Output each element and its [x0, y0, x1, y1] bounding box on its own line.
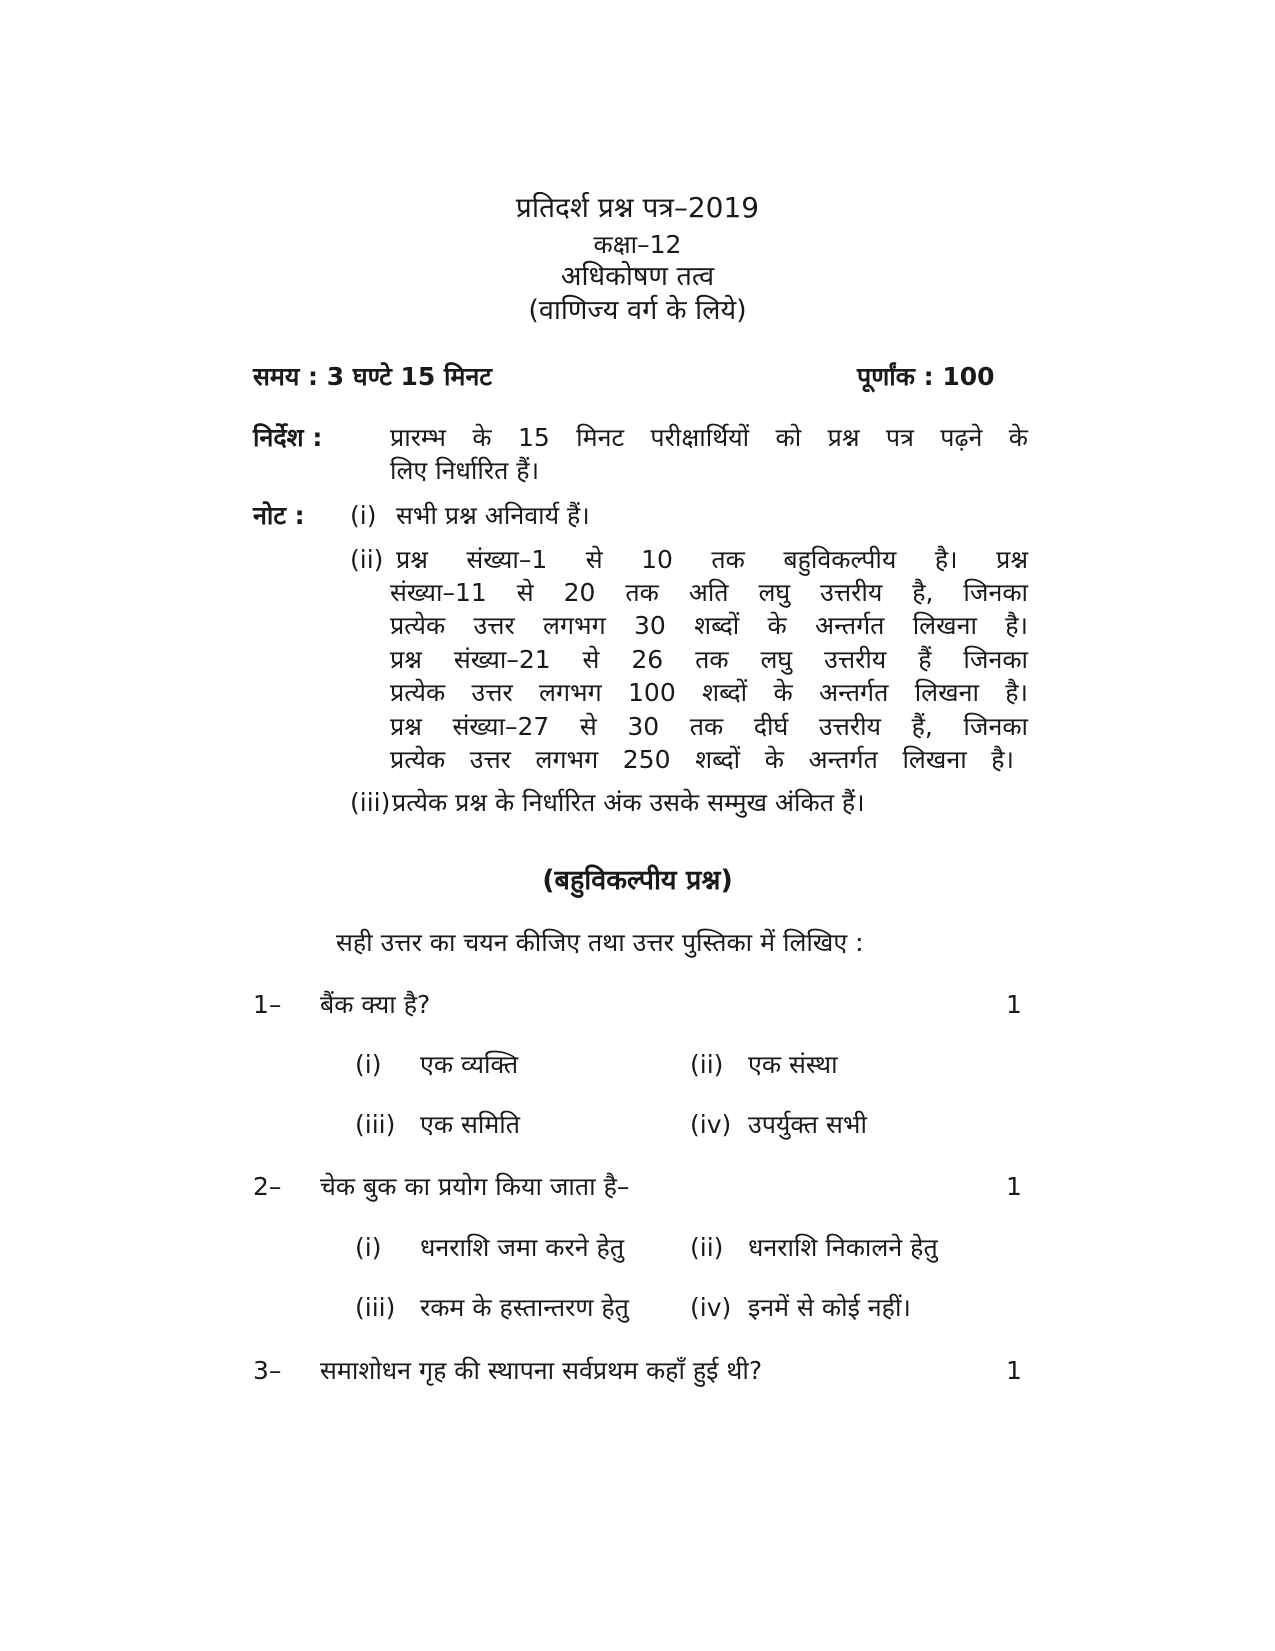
note-text: प्रत्येक उत्तर लगभग 250 शब्दों के अन्तर्गत लिखना है।	[390, 745, 1014, 774]
note-text: प्रत्येक उत्तर लगभग 30 शब्दों के अन्तर्गत लिखना है।	[390, 611, 1028, 640]
note-text: सभी प्रश्न अनिवार्य हैं।	[396, 501, 590, 530]
option-text: रकम के हस्तान्तरण हेतु	[420, 1293, 629, 1322]
note-text: प्रत्येक प्रश्न के निर्धारित अंक उसके सम्मुख अंकित हैं।	[392, 788, 865, 817]
option-text: एक व्यक्ति	[420, 1050, 519, 1079]
option-number: (iii)	[355, 1293, 396, 1322]
option-text: धनराशि निकालने हेतु	[748, 1233, 938, 1262]
note-text: प्रश्न संख्या–21 से 26 तक लघु उत्तरीय हैं जिनका	[390, 645, 1028, 674]
instructions-line: प्रारम्भ के 15 मिनट परीक्षार्थियों को प्रश्न पत्र पढ़ने के	[390, 423, 1028, 452]
class-label: कक्षा–12	[593, 230, 682, 259]
question-marks: 1	[1006, 990, 1022, 1019]
question-marks: 1	[1006, 1172, 1022, 1201]
question-marks: 1	[1006, 1356, 1022, 1385]
note-text: प्रश्न संख्या–27 से 30 तक दीर्घ उत्तरीय हैं, जिनका	[390, 712, 1028, 741]
stream-label: (वाणिज्य वर्ग के लिये)	[528, 295, 747, 326]
option-number: (iv)	[690, 1293, 732, 1322]
paper-title: प्रतिदर्श प्रश्न पत्र–2019	[515, 191, 760, 224]
section-instruction: सही उत्तर का चयन कीजिए तथा उत्तर पुस्तिका में लिखिए :	[336, 928, 864, 957]
option-number: (iv)	[690, 1110, 732, 1139]
question-text: समाशोधन गृह की स्थापना सर्वप्रथम कहाँ हुई थी?	[320, 1356, 763, 1385]
note-text: प्रत्येक उत्तर लगभग 100 शब्दों के अन्तर्गत लिखना है।	[390, 678, 1028, 707]
question-number: 1–	[253, 990, 282, 1019]
question-number: 2–	[253, 1172, 282, 1201]
option-text: एक संस्था	[748, 1050, 838, 1079]
note-text: प्रश्न संख्या–1 से 10 तक बहुविकल्पीय है। प्रश्न	[396, 545, 1028, 574]
time-label: समय : 3 घण्टे 15 मिनट	[253, 362, 492, 391]
note-number: (iii)	[350, 788, 391, 817]
option-text: इनमें से कोई नहीं।	[748, 1293, 911, 1322]
question-text: बैंक क्या है?	[320, 990, 431, 1019]
option-text: धनराशि जमा करने हेतु	[420, 1233, 625, 1262]
max-marks-label: पूर्णांक : 100	[857, 362, 995, 391]
subject-title: अधिकोषण तत्व	[560, 261, 715, 292]
option-number: (i)	[355, 1233, 382, 1262]
instructions-label: निर्देश :	[253, 423, 323, 452]
option-number: (i)	[355, 1050, 382, 1079]
note-number: (i)	[350, 501, 377, 530]
section-title: (बहुविकल्पीय प्रश्न)	[542, 865, 733, 896]
question-text: चेक बुक का प्रयोग किया जाता है–	[320, 1172, 630, 1201]
option-text: उपर्युक्त सभी	[748, 1110, 867, 1139]
question-number: 3–	[253, 1356, 282, 1385]
option-number: (ii)	[690, 1050, 724, 1079]
note-number: (ii)	[350, 545, 384, 574]
note-text: संख्या–11 से 20 तक अति लघु उत्तरीय है, जिनका	[390, 578, 1028, 607]
option-number: (ii)	[690, 1233, 724, 1262]
instructions-line: लिए निर्धारित हैं।	[390, 456, 540, 485]
option-number: (iii)	[355, 1110, 396, 1139]
option-text: एक समिति	[420, 1110, 521, 1139]
note-label: नोट :	[253, 501, 305, 530]
